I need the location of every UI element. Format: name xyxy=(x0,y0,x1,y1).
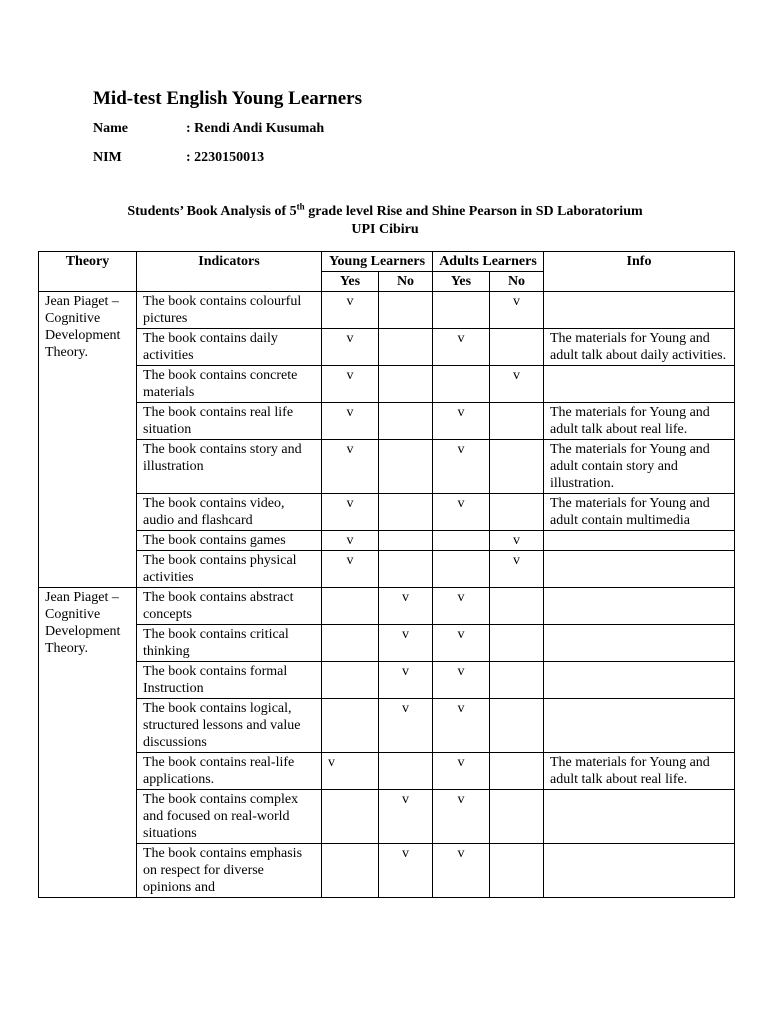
indicator-cell: The book contains critical thinking xyxy=(137,625,322,662)
indicator-cell: The book contains video, audio and flashcard xyxy=(137,494,322,531)
table-body xyxy=(39,292,735,898)
indicator-cell: The book contains real-life applications. xyxy=(137,753,322,790)
indicator-cell: The book contains complex and focused on real-world situations xyxy=(137,790,322,844)
info-cell: The materials for Young and adult talk about daily activities. xyxy=(544,329,735,366)
adults-no-mark xyxy=(490,844,544,898)
analysis-subtitle xyxy=(60,203,710,239)
info-cell xyxy=(544,366,735,403)
info-cell xyxy=(544,790,735,844)
adults-no-mark xyxy=(490,440,544,494)
name-value: : Rendi Andi Kusumah xyxy=(186,121,325,136)
young-yes-mark: v xyxy=(322,494,379,531)
young-yes-mark: v xyxy=(322,403,379,440)
name-label: Name xyxy=(93,121,128,136)
indicator-cell: The book contains formal Instruction xyxy=(137,662,322,699)
info-cell xyxy=(544,625,735,662)
indicator-cell: The book contains real life situation xyxy=(137,403,322,440)
young-no-mark: v xyxy=(379,790,433,844)
young-no-mark xyxy=(379,292,433,329)
young-no-mark xyxy=(379,403,433,440)
adults-no-mark xyxy=(490,790,544,844)
young-no-mark xyxy=(379,440,433,494)
young-no-mark: v xyxy=(379,588,433,625)
info-cell: The materials for Young and adult contain multimedia xyxy=(544,494,735,531)
table-row xyxy=(39,753,735,790)
young-no-mark xyxy=(379,329,433,366)
info-cell xyxy=(544,699,735,753)
table-row xyxy=(39,366,735,403)
table-row xyxy=(39,403,735,440)
adults-yes-mark: v xyxy=(433,753,490,790)
header-indicators: Indicators xyxy=(137,252,322,292)
subtitle-text-3: UPI Cibiru xyxy=(351,222,419,237)
young-yes-mark: v xyxy=(322,366,379,403)
info-cell xyxy=(544,531,735,551)
info-cell: The materials for Young and adult contain story and illustration. xyxy=(544,440,735,494)
adults-no-mark: v xyxy=(490,366,544,403)
table-row xyxy=(39,588,735,625)
info-cell xyxy=(544,588,735,625)
subtitle-superscript: th xyxy=(296,201,305,212)
table-row xyxy=(39,844,735,898)
adults-no-mark xyxy=(490,588,544,625)
nim-value: : 2230150013 xyxy=(186,150,265,165)
adults-yes-mark: v xyxy=(433,844,490,898)
adults-yes-mark: v xyxy=(433,662,490,699)
adults-no-mark: v xyxy=(490,292,544,329)
table-row xyxy=(39,440,735,494)
young-yes-mark xyxy=(322,662,379,699)
young-yes-mark xyxy=(322,790,379,844)
subtitle-text-2: grade level Rise and Shine Pearson in SD Laboratorium xyxy=(304,204,643,219)
indicator-cell: The book contains story and illustration xyxy=(137,440,322,494)
info-cell xyxy=(544,551,735,588)
adults-yes-mark xyxy=(433,551,490,588)
adults-yes-mark: v xyxy=(433,625,490,662)
young-yes-mark xyxy=(322,625,379,662)
indicator-cell: The book contains daily activities xyxy=(137,329,322,366)
adults-no-mark: v xyxy=(490,551,544,588)
young-yes-mark xyxy=(322,588,379,625)
adults-yes-mark: v xyxy=(433,494,490,531)
adults-yes-mark xyxy=(433,531,490,551)
adults-no-mark xyxy=(490,494,544,531)
young-yes-mark: v xyxy=(322,531,379,551)
table-row xyxy=(39,494,735,531)
indicator-cell: The book contains emphasis on respect for diverse opinions and xyxy=(137,844,322,898)
header-young-no: No xyxy=(379,272,433,292)
adults-no-mark xyxy=(490,662,544,699)
header-adults-learners: Adults Learners xyxy=(433,252,544,272)
young-no-mark xyxy=(379,366,433,403)
adults-no-mark xyxy=(490,753,544,790)
theory-cell: Jean Piaget – Cognitive Development Theory. xyxy=(39,292,137,588)
adults-yes-mark: v xyxy=(433,588,490,625)
nim-label: NIM xyxy=(93,150,122,165)
indicator-cell: The book contains colourful pictures xyxy=(137,292,322,329)
adults-yes-mark: v xyxy=(433,790,490,844)
young-no-mark: v xyxy=(379,662,433,699)
young-no-mark: v xyxy=(379,625,433,662)
adults-no-mark xyxy=(490,329,544,366)
adults-yes-mark: v xyxy=(433,699,490,753)
student-name-row xyxy=(93,121,324,137)
adults-no-mark xyxy=(490,403,544,440)
header-adults-yes: Yes xyxy=(433,272,490,292)
table-row xyxy=(39,625,735,662)
table-row xyxy=(39,790,735,844)
indicator-cell: The book contains logical, structured lessons and value discussions xyxy=(137,699,322,753)
info-cell: The materials for Young and adult talk about real life. xyxy=(544,403,735,440)
indicator-cell: The book contains abstract concepts xyxy=(137,588,322,625)
indicator-cell: The book contains games xyxy=(137,531,322,551)
indicator-cell: The book contains concrete materials xyxy=(137,366,322,403)
young-no-mark: v xyxy=(379,699,433,753)
young-yes-mark: v xyxy=(322,292,379,329)
adults-yes-mark xyxy=(433,292,490,329)
info-cell xyxy=(544,844,735,898)
header-young-learners: Young Learners xyxy=(322,252,433,272)
adults-no-mark xyxy=(490,625,544,662)
adults-yes-mark: v xyxy=(433,440,490,494)
young-no-mark xyxy=(379,753,433,790)
young-yes-mark: v xyxy=(322,440,379,494)
subtitle-text-1: Students’ Book Analysis of 5 xyxy=(127,204,297,219)
document-title: Mid-test English Young Learners xyxy=(93,88,363,109)
adults-no-mark xyxy=(490,699,544,753)
adults-yes-mark: v xyxy=(433,329,490,366)
analysis-table xyxy=(38,251,735,898)
table-row xyxy=(39,329,735,366)
theory-cell: Jean Piaget – Cognitive Development Theory. xyxy=(39,588,137,898)
young-no-mark xyxy=(379,551,433,588)
young-yes-mark: v xyxy=(322,329,379,366)
young-no-mark xyxy=(379,494,433,531)
header-adults-no: No xyxy=(490,272,544,292)
header-theory: Theory xyxy=(39,252,137,292)
adults-yes-mark: v xyxy=(433,403,490,440)
table-row xyxy=(39,292,735,329)
info-cell xyxy=(544,662,735,699)
adults-yes-mark xyxy=(433,366,490,403)
young-no-mark: v xyxy=(379,844,433,898)
table-row xyxy=(39,531,735,551)
info-cell xyxy=(544,292,735,329)
young-yes-mark xyxy=(322,844,379,898)
info-cell: The materials for Young and adult talk about real life. xyxy=(544,753,735,790)
young-yes-mark xyxy=(322,699,379,753)
header-info: Info xyxy=(544,252,735,292)
table-row xyxy=(39,551,735,588)
adults-no-mark: v xyxy=(490,531,544,551)
young-yes-mark: v xyxy=(322,551,379,588)
student-nim-row xyxy=(93,150,264,166)
header-young-yes: Yes xyxy=(322,272,379,292)
young-no-mark xyxy=(379,531,433,551)
table-header xyxy=(39,252,735,292)
table-row xyxy=(39,662,735,699)
young-yes-mark: v xyxy=(322,753,379,790)
table-row xyxy=(39,699,735,753)
indicator-cell: The book contains physical activities xyxy=(137,551,322,588)
